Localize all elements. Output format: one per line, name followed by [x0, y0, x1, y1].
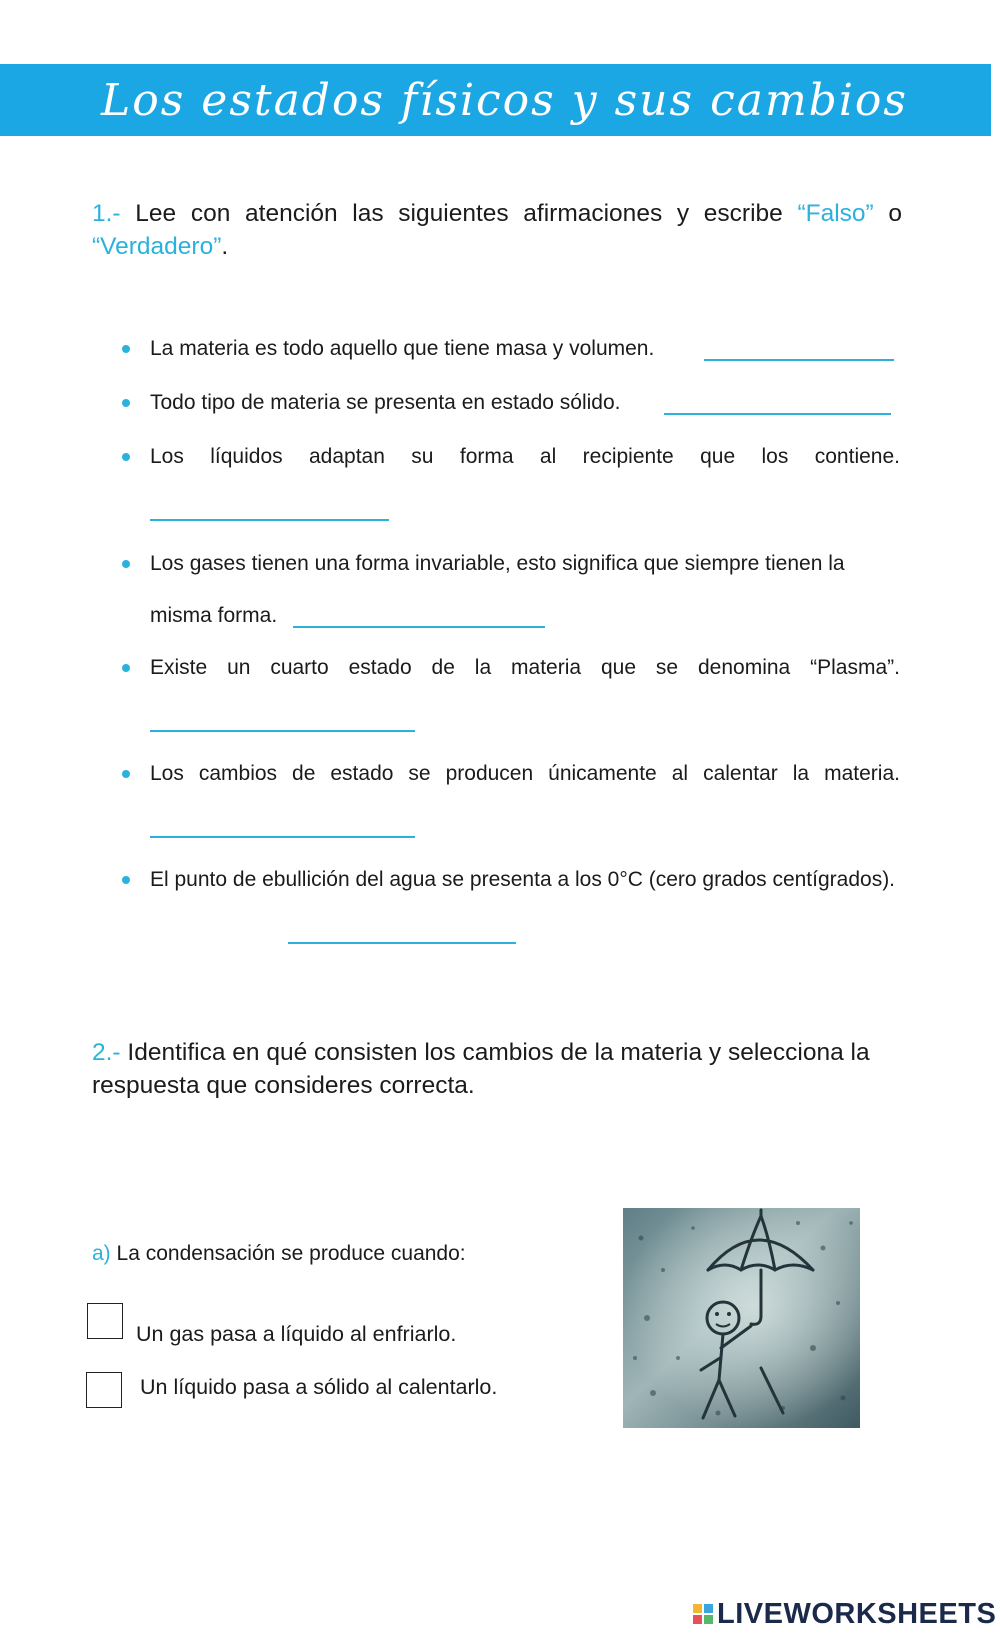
- statement-word: estado: [330, 762, 394, 785]
- answer-line-3[interactable]: [150, 519, 389, 521]
- bullet-icon: [122, 664, 130, 672]
- period-text: .: [221, 233, 229, 260]
- statement-word: Existe: [150, 656, 208, 679]
- bullet-icon: [122, 345, 130, 353]
- connector-text: o: [888, 200, 903, 227]
- option-2-label: Un líquido pasa a sólido al calentarlo.: [140, 1375, 498, 1399]
- statement-word: que: [700, 445, 736, 468]
- question-2-text: Identifica en qué consisten los cambios de la materia y selecciona la respuesta que consideres correcta.: [92, 1039, 870, 1099]
- page-title: Los estados físicos y sus cambios: [101, 74, 908, 126]
- answer-line-1[interactable]: [704, 359, 894, 361]
- option-false-label: “Falso”: [797, 200, 874, 227]
- statement-word: al: [671, 762, 689, 785]
- bullet-icon: [122, 560, 130, 568]
- answer-line-5[interactable]: [150, 730, 415, 732]
- title-banner: [0, 64, 991, 136]
- statement-word: Los: [150, 445, 184, 468]
- option-2-checkbox[interactable]: [86, 1372, 122, 1408]
- statement-2: Todo tipo de materia se presenta en estado sólido.: [150, 391, 621, 414]
- answer-line-6[interactable]: [150, 836, 415, 838]
- condensation-umbrella-image: [623, 1208, 860, 1428]
- statement-word: recipiente: [582, 445, 674, 468]
- statement-word: la: [792, 762, 810, 785]
- bullet-icon: [122, 453, 130, 461]
- part-a-letter: a): [92, 1242, 111, 1265]
- statement-word: materia.: [824, 762, 900, 785]
- statement-word: un: [227, 656, 251, 679]
- statement-word: cuarto: [270, 656, 329, 679]
- statement-1: La materia es todo aquello que tiene masa y volumen.: [150, 337, 655, 360]
- option-1-checkbox[interactable]: [87, 1303, 123, 1339]
- question-1-text: Lee con atención las siguientes afirmaciones y escribe: [135, 200, 783, 227]
- question-2-heading: [92, 1036, 902, 1102]
- statement-word: líquidos: [210, 445, 283, 468]
- option-true-label: “Verdadero”: [92, 233, 222, 260]
- statement-4-text: Los gases tienen una forma invariable, esto significa que siempre tienen la misma forma.: [150, 552, 845, 627]
- statement-word: forma: [459, 445, 514, 468]
- statement-word: calentar: [703, 762, 778, 785]
- statement-word: se: [408, 762, 431, 785]
- statement-word: denomina: [697, 656, 791, 679]
- statement-word: la: [474, 656, 492, 679]
- statement-word: al: [539, 445, 557, 468]
- statement-word: materia: [511, 656, 582, 679]
- part-a-text: La condensación se produce cuando:: [116, 1242, 466, 1265]
- answer-line-4[interactable]: [293, 626, 545, 628]
- logo-text: LIVEWORKSHEETS: [717, 1597, 997, 1630]
- statement-6: [150, 761, 900, 787]
- answer-line-7[interactable]: [288, 942, 516, 944]
- statement-word: “Plasma”.: [810, 656, 900, 679]
- option-1-label: Un gas pasa a líquido al enfriarlo.: [136, 1322, 457, 1346]
- answer-line-2[interactable]: [664, 413, 891, 415]
- logo-mark-icon: [693, 1604, 713, 1624]
- statement-word: únicamente: [548, 762, 657, 785]
- statement-7: El punto de ebullición del agua se presenta a los 0°C (cero grados centígrados).: [150, 868, 896, 891]
- statement-word: de: [292, 762, 316, 785]
- question-1-number: 1.-: [92, 200, 121, 227]
- bullet-icon: [122, 770, 130, 778]
- part-a-prompt: [92, 1241, 466, 1267]
- statement-word: Los: [150, 762, 184, 785]
- bullet-icon: [122, 399, 130, 407]
- statement-word: se: [655, 656, 679, 679]
- liveworksheets-logo: [693, 1597, 996, 1631]
- statement-word: producen: [445, 762, 534, 785]
- statement-word: estado: [348, 656, 412, 679]
- question-1-heading: [92, 197, 902, 263]
- question-2-number: 2.-: [92, 1039, 121, 1066]
- statement-word: que: [600, 656, 637, 679]
- bullet-icon: [122, 876, 130, 884]
- statement-word: adaptan: [309, 445, 385, 468]
- statement-3: [150, 444, 900, 470]
- statement-word: los: [761, 445, 789, 468]
- statement-word: su: [411, 445, 434, 468]
- statement-word: cambios: [198, 762, 278, 785]
- statement-word: contiene.: [814, 445, 900, 468]
- statement-word: de: [431, 656, 455, 679]
- statement-5: [150, 655, 900, 681]
